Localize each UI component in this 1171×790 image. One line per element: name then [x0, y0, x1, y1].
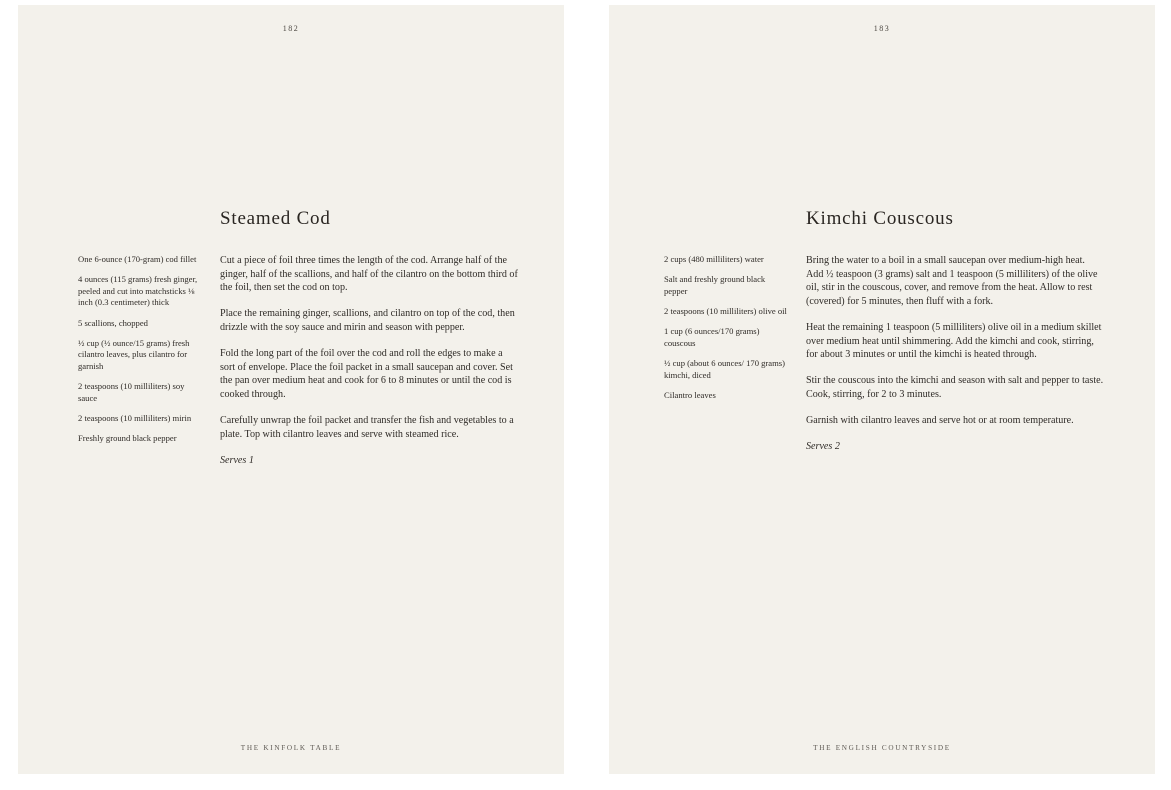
ingredient-item: Salt and freshly ground black pepper — [664, 274, 766, 296]
running-footer: THE KINFOLK TABLE — [240, 744, 342, 752]
ingredient-item: 1 cup (6 ounces/170 grams) couscous — [664, 326, 760, 348]
ingredient-item: 2 teaspoons (10 milliliters) soy sauce — [78, 381, 185, 403]
ingredient-list — [78, 254, 202, 453]
method-paragraph: Fold the long part of the foil over the cod and roll the edges to make a sort of envelope. Place the foil packet in a small saucepan and cover. Set the pan over medium heat and cook for 6 to 8 minutes or until the cod is cooked through. — [220, 348, 513, 400]
serves-note: Serves 1 — [220, 454, 254, 466]
ingredient-item: ½ cup (½ ounce/15 grams) fresh cilantro leaves, plus cilantro for garnish — [78, 337, 190, 371]
ingredient-item: 5 scallions, chopped — [78, 317, 148, 328]
method-paragraph: Carefully unwrap the foil packet and transfer the fish and vegetables to a plate. Top with cilantro leaves and serve with steamed rice. — [220, 415, 514, 440]
recipe-title: Steamed Cod — [220, 208, 331, 229]
ingredient-item: 2 cups (480 milliliters) water — [664, 254, 764, 264]
left-page — [18, 5, 564, 774]
method-paragraph: Garnish with cilantro leaves and serve hot or at room temperature. — [806, 415, 1074, 427]
ingredient-item: ½ cup (about 6 ounces/ 170 grams) kimchi, diced — [664, 357, 786, 380]
ingredient-item: 2 teaspoons (10 milliliters) mirin — [78, 412, 192, 423]
ingredient-item: 2 teaspoons (10 milliliters) olive oil — [664, 305, 787, 316]
ingredient-item: Cilantro leaves — [664, 389, 716, 400]
method-paragraph: Place the remaining ginger, scallions, and cilantro on top of the cod, then drizzle with the soy sauce and mirin and season with pepper. — [220, 308, 515, 333]
ingredient-item: 4 ounces (115 grams) fresh ginger, peeled and cut into matchsticks ⅛ inch (0.3 centimeter) thick — [78, 274, 198, 308]
method-paragraph: Bring the water to a boil in a small saucepan over medium-high heat. Add ½ teaspoon (3 grams) salt and 1 teaspoon (5 milliliters) of the olive oil, stir in the couscous, cover, and remove from the heat. Allow to rest (covered) for 5 minutes, then fluff with a fork. — [806, 255, 1098, 307]
ingredient-item: Freshly ground black pepper — [78, 433, 177, 444]
ingredient-list — [664, 254, 790, 410]
recipe-title: Kimchi Couscous — [806, 208, 954, 229]
running-footer: THE ENGLISH COUNTRYSIDE — [813, 744, 951, 752]
ingredient-item: One 6-ounce (170-gram) cod fillet — [78, 254, 197, 264]
page-number: 183 — [873, 24, 891, 33]
method-paragraph: Cut a piece of foil three times the length of the cod. Arrange half of the ginger, half of the scallions, and half of the cilantro on the bottom third of the foil, then set the cod on top. — [220, 255, 518, 294]
right-page — [609, 5, 1155, 774]
method-text — [806, 254, 1104, 467]
method-paragraph: Stir the couscous into the kimchi and season with salt and pepper to taste. Cook, stirring, for 2 to 3 minutes. — [806, 375, 1104, 400]
serves-note: Serves 2 — [806, 441, 840, 453]
page-number: 182 — [282, 24, 300, 33]
method-text — [220, 254, 520, 480]
method-paragraph: Heat the remaining 1 teaspoon (5 milliliters) olive oil in a medium skillet over medium heat until shimmering. Add the kimchi and cook, stirring, for about 3 minutes or until the kimchi is heated through. — [806, 321, 1102, 361]
